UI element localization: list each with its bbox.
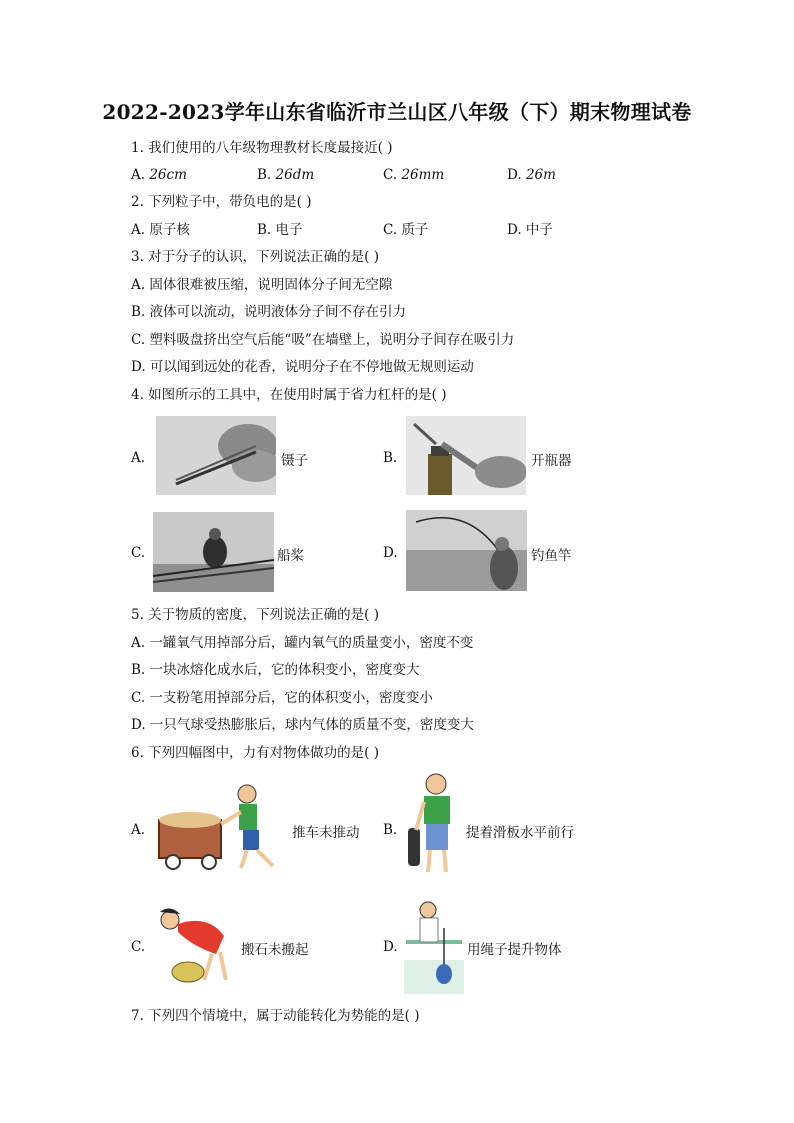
- question-3-option-c: C. 塑料吸盘挤出空气后能“吸”在墙壁上，说明分子间存在吸引力: [131, 332, 515, 348]
- question-4-option-b-letter: B.: [383, 450, 398, 466]
- question-6-option-d-letter: D.: [383, 939, 398, 955]
- question-4-option-b-label: 开瓶器: [531, 453, 572, 469]
- question-3-option-a: A. 固体很难被压缩，说明固体分子间无空隙: [131, 277, 393, 293]
- question-3-option-d: D. 可以闻到远处的花香，说明分子在不停地做无规则运动: [131, 359, 474, 375]
- question-5-option-a: A. 一罐氧气用掉部分后，罐内氧气的质量变小，密度不变: [131, 635, 474, 651]
- question-5-option-b: B. 一块冰熔化成水后，它的体积变小，密度变大: [131, 662, 420, 678]
- question-5-option-c: C. 一支粉笔用掉部分后，它的体积变小，密度变小: [131, 690, 433, 706]
- bottle-opener-photo: [406, 416, 526, 495]
- question-2-option-c: C. 质子: [383, 222, 429, 238]
- question-6-option-b-label: 提着滑板水平前行: [466, 825, 574, 841]
- question-3-option-b: B. 液体可以流动，说明液体分子间不存在引力: [131, 304, 407, 320]
- question-6-option-c-letter: C.: [131, 939, 146, 955]
- page-title: 2022-2023学年山东省临沂市兰山区八年级（下）期末物理试卷: [102, 100, 692, 124]
- question-4-option-d-label: 钓鱼竿: [531, 548, 572, 564]
- question-3-stem: 3. 对于分子的认识，下列说法正确的是( ): [131, 249, 379, 265]
- question-1-option-a: A. 26cm: [131, 167, 187, 183]
- question-1-option-c: C. 26mm: [383, 167, 445, 183]
- question-4-option-d-letter: D.: [383, 545, 398, 561]
- question-5-stem: 5. 关于物质的密度，下列说法正确的是( ): [131, 607, 379, 623]
- question-5-option-d: D. 一只气球受热膨胀后，球内气体的质量不变，密度变大: [131, 717, 474, 733]
- carry-skateboard-illustration: [404, 772, 466, 880]
- question-2-option-b: B. 电子: [257, 222, 303, 238]
- question-4-option-c-label: 船桨: [277, 548, 304, 564]
- rope-lift-illustration: [404, 900, 464, 994]
- question-1-option-b: B. 26dm: [257, 167, 315, 183]
- question-4-stem: 4. 如图所示的工具中，在使用时属于省力杠杆的是( ): [131, 387, 447, 403]
- question-4-option-c-letter: C.: [131, 545, 146, 561]
- question-2-stem: 2. 下列粒子中，带负电的是( ): [131, 194, 312, 210]
- question-1-stem: 1. 我们使用的八年级物理教材长度最接近( ): [131, 140, 393, 156]
- question-6-option-a-label: 推车未推动: [292, 825, 360, 841]
- question-6-option-a-letter: A.: [131, 822, 146, 838]
- lift-stone-illustration: [152, 906, 236, 986]
- question-6-option-c-label: 搬石未搬起: [241, 942, 309, 958]
- question-7-stem: 7. 下列四个情境中，属于动能转化为势能的是( ): [131, 1008, 420, 1024]
- question-2-option-a: A. 原子核: [131, 222, 190, 238]
- question-4-option-a-letter: A.: [131, 450, 146, 466]
- rowing-oar-photo: [153, 512, 274, 592]
- question-2-option-d: D. 中子: [507, 222, 553, 238]
- question-4-option-a-label: 镊子: [281, 453, 308, 469]
- question-6-option-b-letter: B.: [383, 822, 398, 838]
- question-1-option-d: D. 26m: [507, 167, 556, 183]
- question-6-stem: 6. 下列四幅图中，力有对物体做功的是( ): [131, 745, 379, 761]
- tweezers-photo: [156, 416, 276, 495]
- push-cart-illustration: [153, 780, 289, 874]
- question-6-option-d-label: 用绳子提升物体: [467, 942, 562, 958]
- fishing-rod-photo: [406, 510, 527, 591]
